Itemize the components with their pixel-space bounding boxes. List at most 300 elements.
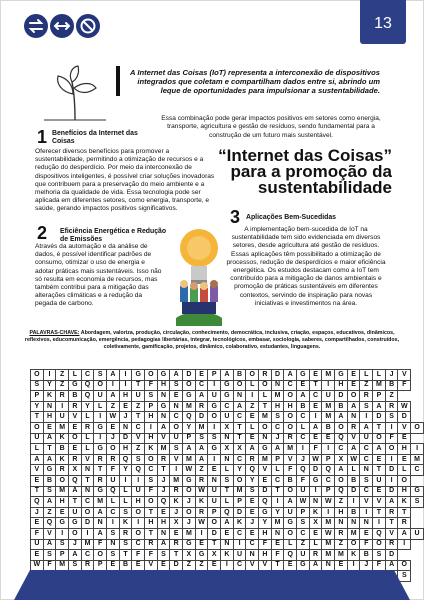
grid-cell[interactable]: H (335, 507, 348, 518)
grid-cell[interactable]: M (322, 401, 335, 412)
grid-cell[interactable]: S (373, 550, 386, 561)
grid-cell[interactable]: S (107, 528, 120, 539)
grid-cell[interactable]: L (81, 444, 94, 455)
grid-cell[interactable]: T (157, 465, 170, 476)
grid-cell[interactable]: Q (373, 528, 386, 539)
grid-cell[interactable]: N (233, 391, 246, 402)
grid-cell[interactable]: E (309, 401, 322, 412)
grid-cell[interactable]: N (170, 401, 183, 412)
grid-cell[interactable]: B (322, 422, 335, 433)
grid-cell[interactable]: R (347, 422, 360, 433)
grid-cell[interactable]: S (69, 560, 82, 571)
grid-cell[interactable]: L (246, 422, 259, 433)
grid-cell[interactable]: V (132, 433, 145, 444)
grid-cell[interactable]: M (322, 412, 335, 423)
grid-cell[interactable]: F (43, 560, 56, 571)
grid-cell[interactable]: A (373, 444, 386, 455)
grid-cell[interactable]: E (335, 560, 348, 571)
grid-cell[interactable]: N (347, 518, 360, 529)
grid-cell[interactable]: T (94, 465, 107, 476)
grid-cell[interactable]: O (233, 475, 246, 486)
grid-cell[interactable]: E (309, 370, 322, 381)
grid-cell[interactable]: W (309, 454, 322, 465)
grid-cell[interactable]: P (145, 401, 158, 412)
grid-cell[interactable]: E (157, 507, 170, 518)
grid-cell[interactable]: Z (43, 507, 56, 518)
grid-cell[interactable]: D (398, 412, 411, 423)
grid-cell[interactable]: E (284, 560, 297, 571)
grid-cell[interactable]: G (259, 444, 272, 455)
grid-cell[interactable]: O (94, 550, 107, 561)
grid-cell[interactable]: Q (81, 391, 94, 402)
grid-cell[interactable]: K (145, 444, 158, 455)
grid-cell[interactable]: B (347, 475, 360, 486)
grid-cell[interactable]: T (373, 507, 386, 518)
grid-cell[interactable]: I (43, 370, 56, 381)
grid-cell[interactable]: N (309, 497, 322, 508)
grid-cell[interactable]: C (309, 391, 322, 402)
grid-cell[interactable]: J (157, 486, 170, 497)
grid-cell[interactable]: N (246, 550, 259, 561)
grid-cell[interactable]: G (43, 465, 56, 476)
grid-cell[interactable]: I (322, 444, 335, 455)
grid-cell[interactable]: B (43, 475, 56, 486)
grid-cell[interactable]: P (208, 507, 221, 518)
grid-cell[interactable]: V (398, 370, 411, 381)
grid-cell[interactable]: H (119, 444, 132, 455)
grid-cell[interactable]: M (322, 550, 335, 561)
grid-cell[interactable]: H (132, 497, 145, 508)
grid-cell[interactable]: A (170, 370, 183, 381)
grid-cell[interactable]: G (221, 391, 234, 402)
grid-cell[interactable]: L (81, 412, 94, 423)
grid-cell[interactable]: D (259, 486, 272, 497)
grid-cell[interactable]: I (271, 497, 284, 508)
grid-cell[interactable]: L (119, 497, 132, 508)
grid-cell[interactable]: Z (246, 401, 259, 412)
grid-cell[interactable]: G (208, 401, 221, 412)
grid-cell[interactable]: C (233, 454, 246, 465)
grid-cell[interactable]: T (43, 444, 56, 455)
grid-cell[interactable]: S (119, 507, 132, 518)
grid-cell[interactable]: Q (119, 454, 132, 465)
grid-cell[interactable]: S (398, 571, 411, 582)
grid-cell[interactable]: F (259, 539, 272, 550)
grid-cell[interactable]: T (309, 380, 322, 391)
grid-cell[interactable]: O (335, 475, 348, 486)
grid-cell[interactable]: S (145, 391, 158, 402)
grid-cell[interactable]: S (119, 539, 132, 550)
grid-cell[interactable]: S (56, 539, 69, 550)
grid-cell[interactable]: G (411, 486, 424, 497)
grid-cell[interactable]: K (119, 518, 132, 529)
grid-cell[interactable]: O (69, 528, 82, 539)
grid-cell[interactable]: Z (385, 391, 398, 402)
grid-cell[interactable]: R (145, 539, 158, 550)
grid-cell[interactable]: O (94, 380, 107, 391)
grid-cell[interactable]: M (170, 475, 183, 486)
grid-cell[interactable]: R (195, 401, 208, 412)
grid-cell[interactable]: G (208, 444, 221, 455)
grid-cell[interactable]: O (81, 507, 94, 518)
grid-cell[interactable]: E (246, 507, 259, 518)
grid-cell[interactable]: E (31, 518, 44, 529)
grid-cell[interactable]: A (43, 454, 56, 465)
grid-cell[interactable]: R (398, 518, 411, 529)
grid-cell[interactable]: M (183, 401, 196, 412)
grid-cell[interactable]: K (56, 454, 69, 465)
grid-cell[interactable]: G (221, 380, 234, 391)
grid-cell[interactable]: T (233, 422, 246, 433)
grid-cell[interactable]: R (56, 391, 69, 402)
grid-cell[interactable]: O (56, 475, 69, 486)
grid-cell[interactable]: R (81, 422, 94, 433)
grid-cell[interactable]: N (157, 412, 170, 423)
grid-cell[interactable]: Y (43, 380, 56, 391)
grid-cell[interactable]: S (360, 475, 373, 486)
grid-cell[interactable]: C (132, 422, 145, 433)
grid-cell[interactable]: O (31, 422, 44, 433)
grid-cell[interactable]: S (385, 412, 398, 423)
grid-cell[interactable]: T (221, 486, 234, 497)
grid-cell[interactable]: I (208, 422, 221, 433)
grid-cell[interactable]: Q (259, 497, 272, 508)
grid-cell[interactable]: I (385, 475, 398, 486)
grid-cell[interactable]: O (347, 539, 360, 550)
grid-cell[interactable]: F (309, 444, 322, 455)
grid-cell[interactable]: M (183, 454, 196, 465)
grid-cell[interactable]: A (398, 528, 411, 539)
grid-cell[interactable]: A (360, 422, 373, 433)
grid-cell[interactable]: M (195, 422, 208, 433)
grid-cell[interactable]: W (322, 528, 335, 539)
grid-cell[interactable]: Y (81, 401, 94, 412)
grid-cell[interactable]: P (183, 433, 196, 444)
grid-cell[interactable]: F (360, 539, 373, 550)
grid-cell[interactable]: O (398, 475, 411, 486)
grid-cell[interactable]: D (183, 370, 196, 381)
grid-cell[interactable]: X (233, 444, 246, 455)
grid-cell[interactable]: N (157, 528, 170, 539)
grid-cell[interactable]: K (347, 550, 360, 561)
grid-cell[interactable]: V (259, 465, 272, 476)
grid-cell[interactable]: D (81, 518, 94, 529)
grid-cell[interactable]: S (170, 444, 183, 455)
grid-cell[interactable]: F (145, 486, 158, 497)
grid-cell[interactable]: O (284, 422, 297, 433)
grid-cell[interactable]: A (183, 444, 196, 455)
grid-cell[interactable]: V (43, 528, 56, 539)
grid-cell[interactable]: A (284, 497, 297, 508)
grid-cell[interactable]: R (259, 370, 272, 381)
grid-cell[interactable]: I (56, 528, 69, 539)
grid-cell[interactable]: I (119, 475, 132, 486)
grid-cell[interactable]: M (157, 444, 170, 455)
grid-cell[interactable]: O (233, 380, 246, 391)
grid-cell[interactable]: Z (335, 539, 348, 550)
grid-cell[interactable]: U (170, 433, 183, 444)
grid-cell[interactable]: C (81, 550, 94, 561)
grid-cell[interactable]: U (233, 550, 246, 561)
grid-cell[interactable]: E (297, 380, 310, 391)
grid-cell[interactable]: K (43, 391, 56, 402)
grid-cell[interactable]: D (385, 486, 398, 497)
grid-cell[interactable]: E (309, 528, 322, 539)
grid-cell[interactable]: E (221, 528, 234, 539)
grid-cell[interactable]: U (373, 475, 386, 486)
grid-cell[interactable]: J (246, 518, 259, 529)
grid-cell[interactable]: O (145, 497, 158, 508)
grid-cell[interactable]: I (170, 465, 183, 476)
grid-cell[interactable]: I (119, 370, 132, 381)
grid-cell[interactable]: F (271, 550, 284, 561)
grid-cell[interactable]: N (360, 465, 373, 476)
grid-cell[interactable]: A (335, 465, 348, 476)
grid-cell[interactable]: A (157, 539, 170, 550)
grid-cell[interactable]: D (170, 560, 183, 571)
grid-cell[interactable]: H (43, 412, 56, 423)
grid-cell[interactable]: N (347, 412, 360, 423)
grid-cell[interactable]: T (31, 486, 44, 497)
grid-cell[interactable]: Z (360, 380, 373, 391)
grid-cell[interactable]: C (233, 560, 246, 571)
grid-cell[interactable]: Y (183, 422, 196, 433)
grid-cell[interactable]: D (233, 507, 246, 518)
grid-cell[interactable]: I (94, 412, 107, 423)
grid-cell[interactable]: V (246, 560, 259, 571)
grid-cell[interactable]: B (69, 391, 82, 402)
grid-cell[interactable]: A (309, 560, 322, 571)
grid-cell[interactable]: B (347, 507, 360, 518)
grid-cell[interactable]: G (69, 380, 82, 391)
grid-cell[interactable]: J (157, 475, 170, 486)
grid-cell[interactable]: O (246, 370, 259, 381)
grid-cell[interactable]: T (373, 465, 386, 476)
grid-cell[interactable]: L (398, 465, 411, 476)
grid-cell[interactable]: F (107, 465, 120, 476)
grid-cell[interactable]: S (195, 433, 208, 444)
grid-cell[interactable]: G (56, 518, 69, 529)
grid-cell[interactable]: C (221, 401, 234, 412)
grid-cell[interactable]: Q (107, 486, 120, 497)
grid-cell[interactable]: X (221, 444, 234, 455)
grid-cell[interactable]: L (31, 444, 44, 455)
grid-cell[interactable]: T (132, 380, 145, 391)
grid-cell[interactable]: K (221, 550, 234, 561)
grid-cell[interactable]: B (297, 401, 310, 412)
grid-cell[interactable]: O (398, 560, 411, 571)
grid-cell[interactable]: I (56, 401, 69, 412)
grid-cell[interactable]: E (157, 560, 170, 571)
grid-cell[interactable]: I (233, 539, 246, 550)
grid-cell[interactable]: U (297, 550, 310, 561)
grid-cell[interactable]: I (246, 391, 259, 402)
grid-cell[interactable]: E (208, 560, 221, 571)
grid-cell[interactable]: R (170, 486, 183, 497)
grid-cell[interactable]: A (221, 518, 234, 529)
grid-cell[interactable]: V (284, 454, 297, 465)
grid-cell[interactable]: Q (284, 550, 297, 561)
grid-cell[interactable]: L (259, 391, 272, 402)
grid-cell[interactable]: E (56, 507, 69, 518)
grid-cell[interactable]: R (69, 454, 82, 465)
grid-cell[interactable]: J (69, 539, 82, 550)
grid-cell[interactable]: Q (322, 465, 335, 476)
grid-cell[interactable]: D (385, 550, 398, 561)
grid-cell[interactable]: G (94, 422, 107, 433)
grid-cell[interactable]: W (297, 497, 310, 508)
grid-cell[interactable]: R (195, 475, 208, 486)
grid-cell[interactable]: O (183, 486, 196, 497)
grid-cell[interactable]: F (145, 550, 158, 561)
grid-cell[interactable]: V (157, 433, 170, 444)
grid-cell[interactable]: U (31, 539, 44, 550)
grid-cell[interactable]: O (335, 422, 348, 433)
grid-cell[interactable]: E (43, 422, 56, 433)
grid-cell[interactable]: U (411, 528, 424, 539)
grid-cell[interactable]: A (69, 550, 82, 561)
grid-cell[interactable]: O (385, 444, 398, 455)
grid-cell[interactable]: S (297, 518, 310, 529)
grid-cell[interactable]: X (208, 550, 221, 561)
grid-cell[interactable]: Y (233, 465, 246, 476)
grid-cell[interactable]: I (81, 528, 94, 539)
grid-cell[interactable]: T (145, 507, 158, 518)
grid-cell[interactable]: J (183, 518, 196, 529)
grid-cell[interactable]: T (81, 475, 94, 486)
grid-cell[interactable]: S (107, 550, 120, 561)
grid-cell[interactable]: C (297, 412, 310, 423)
grid-cell[interactable]: D (195, 412, 208, 423)
grid-cell[interactable]: P (297, 507, 310, 518)
grid-cell[interactable]: C (233, 412, 246, 423)
grid-cell[interactable]: P (373, 391, 386, 402)
grid-cell[interactable]: E (373, 486, 386, 497)
grid-cell[interactable]: R (360, 391, 373, 402)
grid-cell[interactable]: L (81, 433, 94, 444)
grid-cell[interactable]: C (107, 507, 120, 518)
grid-cell[interactable]: I (94, 433, 107, 444)
grid-cell[interactable]: A (195, 454, 208, 465)
grid-cell[interactable]: I (145, 422, 158, 433)
grid-cell[interactable]: C (145, 465, 158, 476)
grid-cell[interactable]: Z (183, 560, 196, 571)
grid-cell[interactable]: R (170, 539, 183, 550)
grid-cell[interactable]: Y (31, 401, 44, 412)
grid-cell[interactable]: S (221, 475, 234, 486)
grid-cell[interactable]: P (31, 391, 44, 402)
grid-cell[interactable]: E (347, 380, 360, 391)
grid-cell[interactable]: G (157, 401, 170, 412)
grid-cell[interactable]: M (271, 391, 284, 402)
grid-cell[interactable]: J (360, 560, 373, 571)
grid-cell[interactable]: G (94, 444, 107, 455)
grid-cell[interactable]: Z (107, 401, 120, 412)
grid-cell[interactable]: K (398, 497, 411, 508)
grid-cell[interactable]: X (221, 422, 234, 433)
grid-cell[interactable]: U (56, 412, 69, 423)
grid-cell[interactable]: O (259, 422, 272, 433)
grid-cell[interactable]: V (170, 454, 183, 465)
grid-cell[interactable]: U (132, 391, 145, 402)
grid-cell[interactable]: N (43, 401, 56, 412)
grid-cell[interactable]: Q (81, 380, 94, 391)
grid-cell[interactable]: I (309, 412, 322, 423)
grid-cell[interactable]: R (157, 454, 170, 465)
grid-cell[interactable]: B (335, 401, 348, 412)
grid-cell[interactable]: E (170, 528, 183, 539)
grid-cell[interactable]: Z (132, 401, 145, 412)
grid-cell[interactable]: O (411, 422, 424, 433)
grid-cell[interactable]: I (309, 486, 322, 497)
grid-cell[interactable]: R (81, 560, 94, 571)
grid-cell[interactable]: L (119, 486, 132, 497)
grid-cell[interactable]: N (221, 454, 234, 465)
grid-cell[interactable]: S (170, 380, 183, 391)
grid-cell[interactable]: C (360, 444, 373, 455)
grid-cell[interactable]: U (69, 507, 82, 518)
grid-cell[interactable]: R (309, 550, 322, 561)
grid-cell[interactable]: A (246, 444, 259, 455)
grid-cell[interactable]: N (221, 539, 234, 550)
grid-cell[interactable]: K (195, 497, 208, 508)
grid-cell[interactable]: M (335, 550, 348, 561)
grid-cell[interactable]: C (297, 433, 310, 444)
grid-cell[interactable]: S (271, 412, 284, 423)
grid-cell[interactable]: R (56, 465, 69, 476)
grid-cell[interactable]: E (246, 528, 259, 539)
word-search-grid[interactable] (30, 369, 424, 582)
grid-cell[interactable]: F (145, 380, 158, 391)
grid-cell[interactable]: H (259, 550, 272, 561)
grid-cell[interactable]: Q (132, 465, 145, 476)
grid-cell[interactable]: P (56, 550, 69, 561)
grid-cell[interactable]: Z (56, 370, 69, 381)
grid-cell[interactable]: T (208, 539, 221, 550)
grid-cell[interactable]: C (271, 475, 284, 486)
grid-cell[interactable]: N (81, 486, 94, 497)
grid-cell[interactable]: A (385, 497, 398, 508)
grid-cell[interactable]: O (208, 412, 221, 423)
grid-cell[interactable]: I (208, 454, 221, 465)
grid-cell[interactable]: I (411, 444, 424, 455)
grid-cell[interactable]: O (373, 433, 386, 444)
grid-cell[interactable]: O (284, 486, 297, 497)
grid-cell[interactable]: M (233, 486, 246, 497)
grid-cell[interactable]: I (385, 422, 398, 433)
grid-cell[interactable]: Q (221, 507, 234, 518)
grid-cell[interactable]: A (94, 507, 107, 518)
grid-cell[interactable]: M (322, 539, 335, 550)
grid-cell[interactable]: E (31, 475, 44, 486)
grid-cell[interactable]: E (31, 550, 44, 561)
grid-cell[interactable]: C (195, 380, 208, 391)
grid-cell[interactable]: I (107, 380, 120, 391)
grid-cell[interactable]: O (208, 518, 221, 529)
grid-cell[interactable]: F (132, 550, 145, 561)
grid-cell[interactable]: U (107, 475, 120, 486)
grid-cell[interactable]: Q (297, 465, 310, 476)
grid-cell[interactable]: Z (56, 380, 69, 391)
grid-cell[interactable]: E (170, 391, 183, 402)
grid-cell[interactable]: M (94, 497, 107, 508)
grid-cell[interactable]: X (183, 550, 196, 561)
grid-cell[interactable]: I (195, 528, 208, 539)
grid-cell[interactable]: A (43, 539, 56, 550)
grid-cell[interactable]: T (31, 412, 44, 423)
grid-cell[interactable]: L (69, 370, 82, 381)
grid-cell[interactable]: L (373, 370, 386, 381)
